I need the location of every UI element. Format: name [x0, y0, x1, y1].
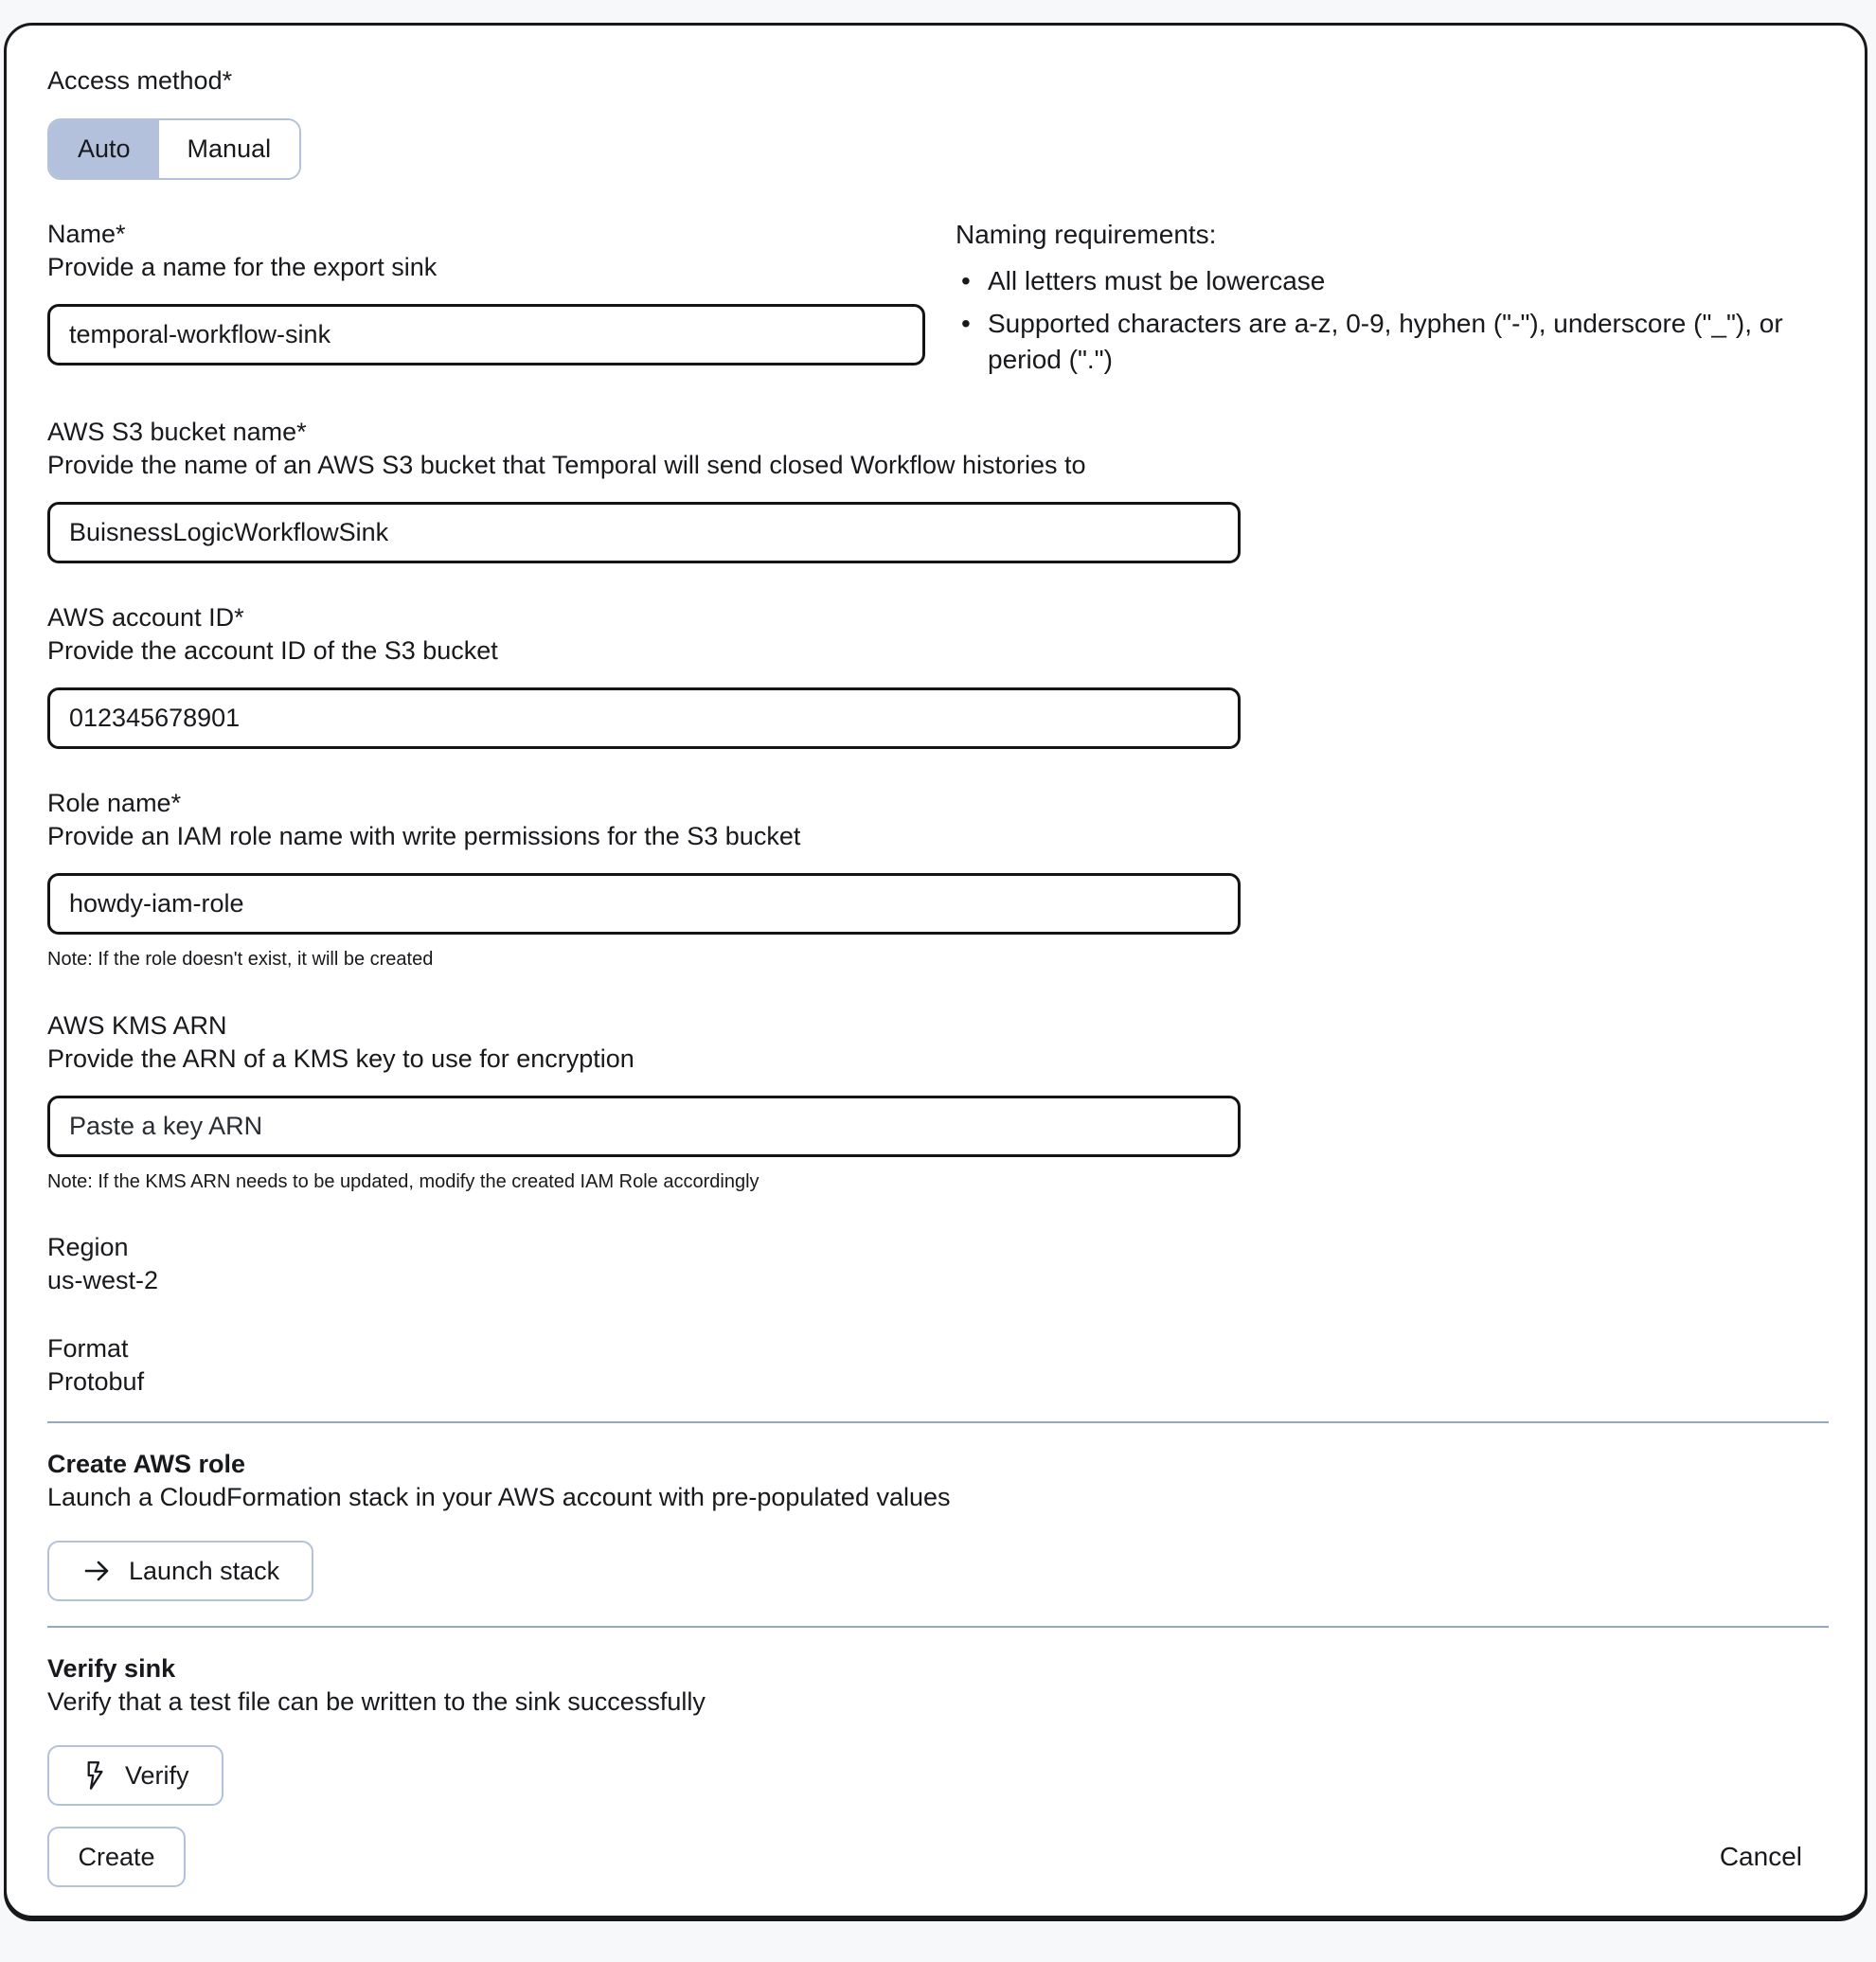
verify-sink-description: Verify that a test file can be written to the sink successfully	[47, 1687, 706, 1716]
cancel-link[interactable]: Cancel	[1719, 1842, 1802, 1871]
access-method-option-manual-label: Manual	[187, 134, 272, 163]
region-value: us-west-2	[47, 1266, 159, 1294]
format-value: Protobuf	[47, 1367, 145, 1396]
access-method-option-manual[interactable]	[159, 120, 300, 178]
account-id-input[interactable]	[47, 687, 1241, 749]
naming-requirement-text: All letters must be lowercase	[988, 266, 1326, 295]
account-id-label: AWS account ID*	[47, 603, 244, 632]
access-method-option-auto-label: Auto	[78, 134, 131, 163]
naming-requirements-title: Naming requirements:	[956, 220, 1217, 249]
format-label: Format	[47, 1334, 129, 1363]
bullet-icon: •	[961, 309, 971, 338]
create-button[interactable]	[47, 1827, 186, 1887]
bucket-label: AWS S3 bucket name*	[47, 418, 307, 446]
lightning-icon	[81, 1760, 108, 1791]
account-id-description: Provide the account ID of the S3 bucket	[47, 636, 498, 665]
export-sink-form	[4, 23, 1867, 1918]
kms-arn-label: AWS KMS ARN	[47, 1011, 227, 1040]
arrow-right-icon	[81, 1556, 112, 1586]
kms-arn-description: Provide the ARN of a KMS key to use for encryption	[47, 1044, 634, 1073]
role-name-description: Provide an IAM role name with write permissions for the S3 bucket	[47, 822, 801, 850]
name-input[interactable]	[47, 304, 925, 366]
kms-arn-input[interactable]	[47, 1096, 1241, 1157]
verify-button[interactable]	[47, 1745, 223, 1806]
region-label: Region	[47, 1233, 129, 1261]
naming-requirement-item	[956, 306, 1815, 378]
role-name-input[interactable]	[47, 873, 1241, 935]
section-divider	[47, 1626, 1829, 1628]
name-description: Provide a name for the export sink	[47, 253, 438, 281]
create-button-label: Create	[78, 1842, 155, 1871]
create-aws-role-description: Launch a CloudFormation stack in your AWS account with pre-populated values	[47, 1483, 951, 1511]
bucket-description: Provide the name of an AWS S3 bucket that Temporal will send closed Workflow histories to	[47, 451, 1086, 479]
access-method-label: Access method*	[47, 66, 233, 95]
create-aws-role-title: Create AWS role	[47, 1450, 246, 1478]
bucket-input[interactable]	[47, 502, 1241, 563]
naming-requirement-text: Supported characters are a-z, 0-9, hyphen ("-"), underscore ("_"), or period (".")	[988, 309, 1783, 374]
kms-arn-note: Note: If the KMS ARN needs to be updated, modify the created IAM Role accordingly	[47, 1171, 759, 1192]
naming-requirement-item	[956, 263, 1815, 299]
bullet-icon: •	[961, 266, 971, 295]
naming-requirements-list	[956, 263, 1815, 378]
access-method-toggle	[47, 118, 301, 180]
verify-sink-title: Verify sink	[47, 1654, 176, 1683]
verify-button-label: Verify	[125, 1760, 189, 1790]
role-name-note: Note: If the role doesn't exist, it will be created	[47, 949, 434, 970]
name-label: Name*	[47, 220, 126, 248]
section-divider	[47, 1421, 1829, 1423]
launch-stack-button-label: Launch stack	[129, 1556, 280, 1585]
launch-stack-button[interactable]	[47, 1541, 313, 1601]
access-method-option-auto[interactable]	[49, 120, 159, 178]
role-name-label: Role name*	[47, 789, 182, 817]
